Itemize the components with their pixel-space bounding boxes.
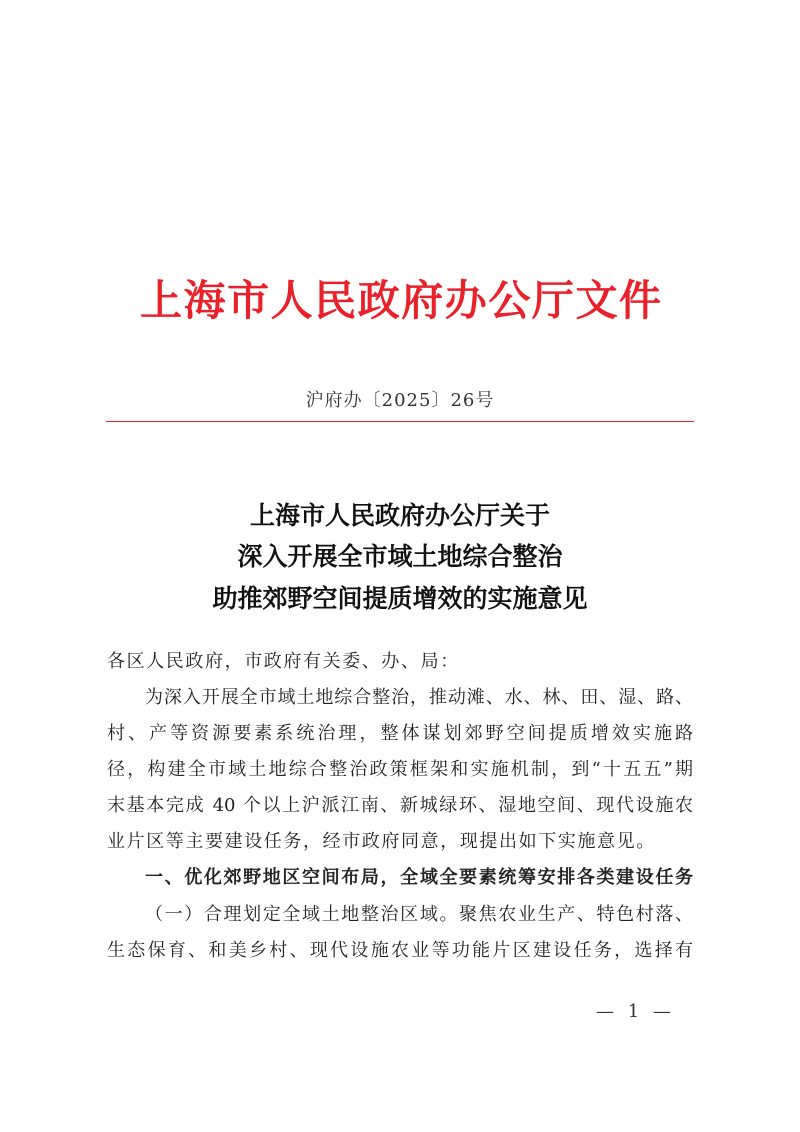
document-number: 沪府办〔2025〕26号 — [305, 390, 495, 411]
paragraph-line: 径，构建全市域土地综合整治政策框架和实施机制，到“十五五”期 — [107, 759, 693, 780]
subsection-line: 生态保育、和美乡村、现代设施农业等功能片区建设任务，选择有 — [107, 940, 693, 961]
paragraph-line: 业片区等主要建设任务，经市政府同意，现提出如下实施意见。 — [107, 831, 656, 852]
red-divider — [106, 421, 694, 422]
issuer-header: 上海市人民政府办公厅文件 — [140, 276, 662, 325]
title-line-2: 深入开展全市域土地综合整治 — [237, 542, 563, 571]
title-line-1: 上海市人民政府办公厅关于 — [249, 501, 550, 530]
paragraph-line: 为深入开展全市域土地综合整治，推动滩、水、林、田、湿、路、 — [145, 687, 693, 708]
paragraph-line: 村、产等资源要素系统治理，整体谋划郊野空间提质增效实施路 — [107, 723, 693, 744]
salutation: 各区人民政府，市政府有关委、办、局： — [107, 651, 460, 672]
title-line-3: 助推郊野空间提质增效的实施意见 — [212, 584, 588, 613]
paragraph-line: 末基本完成 40 个以上沪派江南、新城绿环、湿地空间、现代设施农 — [107, 795, 693, 816]
subsection-line: （一）合理划定全域土地整治区域。聚焦农业生产、特色村落、 — [145, 904, 693, 925]
section-heading: 一、优化郊野地区空间布局，全域全要素统筹安排各类建设任务 — [145, 867, 693, 888]
page-number: — 1 — — [596, 1001, 675, 1022]
